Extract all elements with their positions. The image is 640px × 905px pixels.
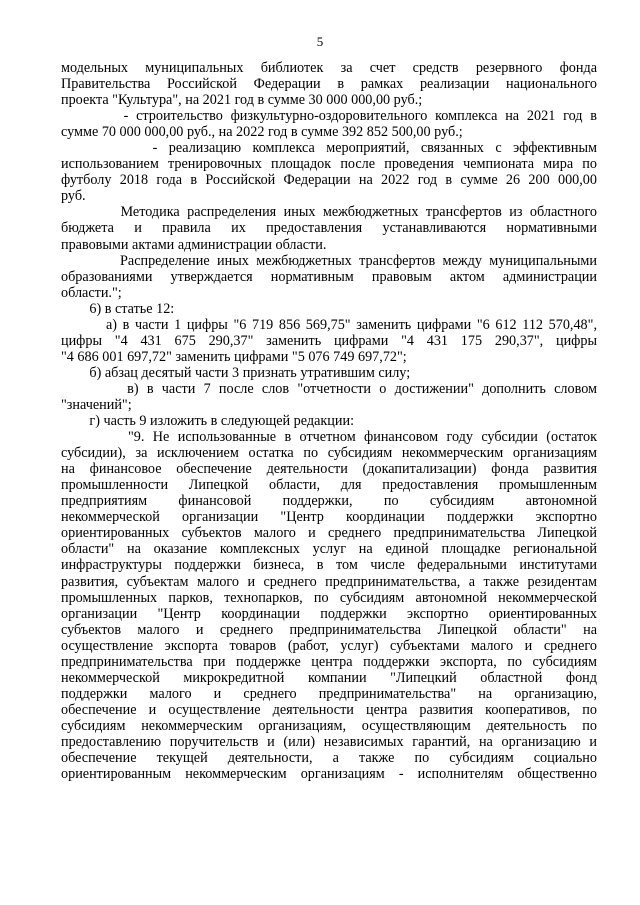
text-line: проекта "Культура", на 2021 год в сумме 30 000 000,00 руб.;	[61, 92, 423, 109]
text-line: некоммерческой организации "Центр координации поддержки экспортно	[61, 509, 597, 526]
text-line: "4 686 001 697,72" заменить цифрами "5 076 749 697,72";	[61, 348, 407, 365]
text-line: Распределение иных межбюджетных трансфертов между муниципальными	[61, 252, 597, 269]
text-line: поддержки малого и среднего предпринимательства" на организацию,	[61, 685, 597, 702]
text-line: осуществление экспорта товаров (работ, услуг) субъектами малого и среднего	[61, 637, 597, 654]
text-line: Правительства Российской Федерации в рамках реализации национального	[61, 76, 597, 93]
text-line: - строительство физкультурно-оздоровительного комплекса на 2021 год в	[61, 108, 597, 125]
text-line: инфраструктуры поддержки бизнеса, в том числе федеральными институтами	[61, 557, 597, 574]
text-line: области" на оказание комплексных услуг на единой площадке региональной	[61, 541, 597, 558]
text-line: цифры "4 431 675 290,37" заменить цифрами "4 431 175 290,37", цифры	[61, 332, 597, 349]
text-line: субсидиям некоммерческим организациям, осуществляющим деятельность по	[61, 717, 597, 734]
text-line: правовыми актами администрации области.	[61, 236, 327, 253]
text-line: предоставлению поручительств и (или) независимых гарантий, на организацию и	[61, 733, 597, 750]
text-line: в) в части 7 после слов "отчетности о достижении" дополнить словом	[61, 380, 598, 397]
text-line: предприятиям финансовой поддержки, по субсидиям автономной	[61, 493, 597, 510]
text-line: организации "Центр координации поддержки экспортно ориентированных	[61, 605, 597, 622]
text-line: ориентированным некоммерческим организациям - исполнителям общественно	[61, 766, 597, 783]
text-line: образованиями утверждается нормативным правовым актом администрации	[61, 268, 597, 285]
text-line: обеспечение и осуществление деятельности центра развития кооперативов, по	[61, 701, 597, 718]
text-line: 6) в статье 12:	[61, 300, 175, 317]
text-line: г) часть 9 изложить в следующей редакции:	[61, 413, 355, 430]
document-body	[61, 60, 597, 782]
text-line: субъектов малого и среднего предпринимательства Липецкой области" на	[61, 621, 597, 638]
text-line: "значений";	[61, 396, 132, 413]
page-number: 5	[316, 34, 324, 49]
text-line: а) в части 1 цифры "6 719 856 569,75" заменить цифрами "6 612 112 570,48",	[61, 316, 597, 333]
text-line: субсидии), за исключением остатка по субсидиям некоммерческим организациям	[61, 445, 597, 462]
text-line: обеспечение текущей деятельности, а также по субсидиям социально	[61, 750, 597, 767]
text-line: на финансовое обеспечение деятельности (докапитализации) фонда развития	[61, 461, 597, 478]
text-line: промышленности Липецкой области, для предоставления промышленным	[61, 477, 597, 494]
text-line: бюджета и правила их предоставления устанавливаются нормативными	[61, 220, 597, 237]
text-line: Методика распределения иных межбюджетных трансфертов из областного	[61, 204, 598, 221]
text-line: ориентированных субъектов малого и среднего предпринимательства Липецкой	[61, 525, 597, 542]
text-line: развития, субъектам малого и среднего предпринимательства, а также резидентам	[61, 573, 597, 590]
text-line: области.";	[61, 284, 122, 301]
text-line: модельных муниципальных библиотек за счет средств резервного фонда	[61, 60, 597, 76]
text-line: предпринимательства при поддержке центра поддержки экспорта, по субсидиям	[61, 653, 597, 670]
text-line: сумме 70 000 000,00 руб., на 2022 год в сумме 392 852 500,00 руб.;	[61, 124, 463, 141]
text-line: использованием тренировочных площадок после проведения чемпионата мира по	[61, 156, 597, 173]
text-line: - реализацию комплекса мероприятий, связанных с эффективным	[61, 140, 597, 157]
text-line: б) абзац десятый части 3 признать утратившим силу;	[61, 364, 411, 381]
text-line: некоммерческой микрокредитной компании "Липецкий областной фонд	[61, 669, 597, 686]
text-line: футболу 2018 года в Российской Федерации на 2022 год в сумме 26 200 000,00	[61, 172, 597, 189]
text-line: "9. Не использованные в отчетном финансовом году субсидии (остаток	[61, 429, 597, 446]
text-line: промышленных парков, технопарков, по субсидиям автономной некоммерческой	[61, 589, 597, 606]
text-line: руб.	[61, 188, 86, 205]
